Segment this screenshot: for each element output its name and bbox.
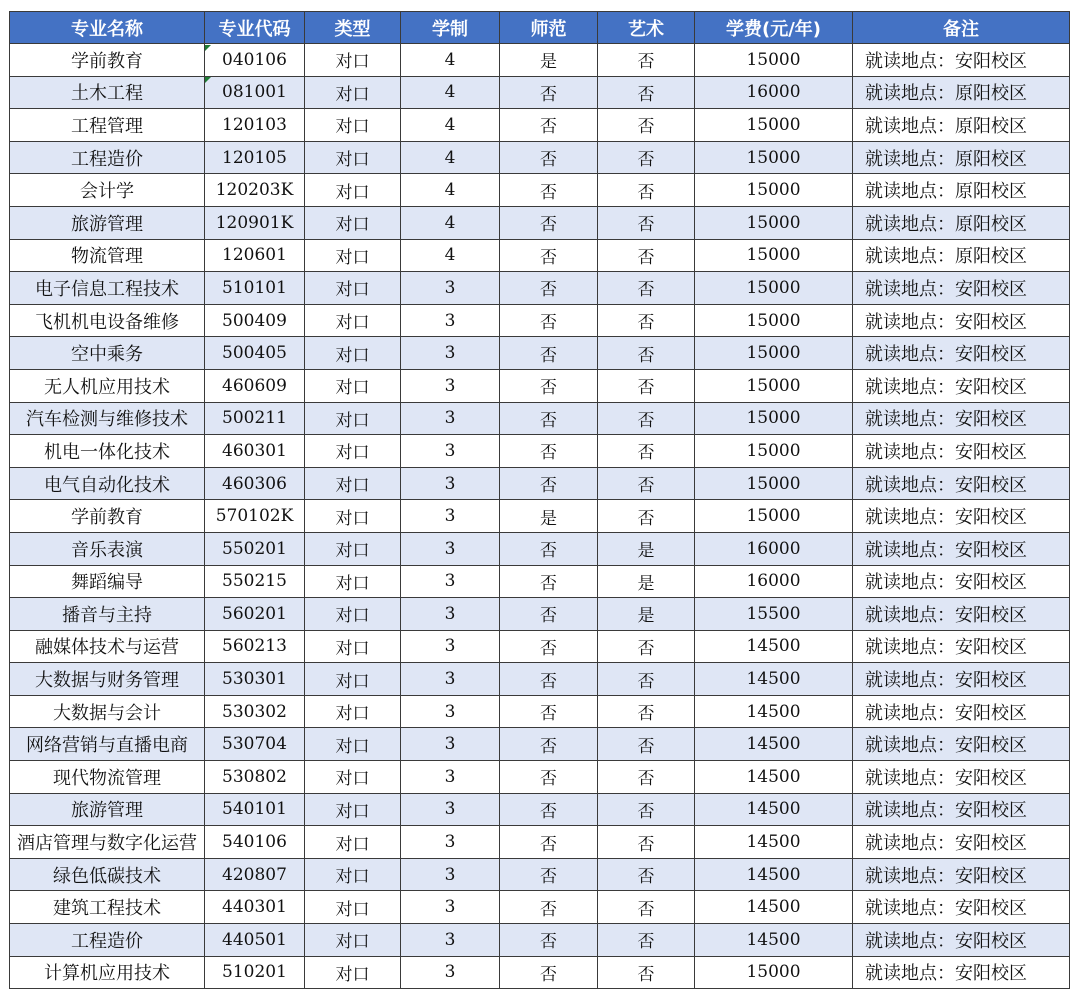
- cell-teacher-training: 否: [500, 435, 598, 468]
- cell-major-code: 540101: [205, 793, 305, 826]
- cell-tuition: 15000: [695, 272, 853, 305]
- cell-remarks: 就读地点：安阳校区: [853, 793, 1070, 826]
- cell-remarks: 就读地点：安阳校区: [853, 565, 1070, 598]
- cell-teacher-training: 否: [500, 369, 598, 402]
- cell-art: 否: [598, 402, 695, 435]
- cell-art: 否: [598, 956, 695, 989]
- cell-remarks: 就读地点：安阳校区: [853, 728, 1070, 761]
- cell-major-code: 510201: [205, 956, 305, 989]
- cell-major-name: 电子信息工程技术: [10, 272, 205, 305]
- cell-tuition: 14500: [695, 826, 853, 859]
- cell-art: 否: [598, 793, 695, 826]
- header-type: 类型: [305, 12, 401, 44]
- header-tuition: 学费(元/年): [695, 12, 853, 44]
- cell-duration: 4: [401, 206, 500, 239]
- table-row: [10, 109, 1070, 142]
- cell-major-name: 旅游管理: [10, 793, 205, 826]
- table-row: [10, 369, 1070, 402]
- cell-major-name: 电气自动化技术: [10, 467, 205, 500]
- cell-teacher-training: 否: [500, 304, 598, 337]
- cell-major-code: 120601: [205, 239, 305, 272]
- table-row: [10, 174, 1070, 207]
- cell-major-name: 土木工程: [10, 76, 205, 109]
- cell-remarks: 就读地点：安阳校区: [853, 402, 1070, 435]
- cell-tuition: 15000: [695, 435, 853, 468]
- cell-major-name: 工程造价: [10, 924, 205, 957]
- cell-major-name: 融媒体技术与运营: [10, 630, 205, 663]
- cell-duration: 3: [401, 858, 500, 891]
- cell-teacher-training: 否: [500, 565, 598, 598]
- table-row: [10, 728, 1070, 761]
- cell-art: 是: [598, 532, 695, 565]
- cell-remarks: 就读地点：原阳校区: [853, 141, 1070, 174]
- cell-art: 否: [598, 435, 695, 468]
- cell-duration: 3: [401, 728, 500, 761]
- cell-major-code: 460306: [205, 467, 305, 500]
- cell-type: 对口: [305, 304, 401, 337]
- header-teacher-training: 师范: [500, 12, 598, 44]
- cell-teacher-training: 否: [500, 663, 598, 696]
- cell-major-code: 120203K: [205, 174, 305, 207]
- cell-teacher-training: 否: [500, 109, 598, 142]
- cell-tuition: 15000: [695, 956, 853, 989]
- cell-major-code: 500409: [205, 304, 305, 337]
- cell-major-name: 计算机应用技术: [10, 956, 205, 989]
- cell-teacher-training: 否: [500, 728, 598, 761]
- cell-teacher-training: 否: [500, 858, 598, 891]
- table-row: [10, 239, 1070, 272]
- cell-major-name: 大数据与财务管理: [10, 663, 205, 696]
- cell-major-code: 120103: [205, 109, 305, 142]
- cell-tuition: 15000: [695, 467, 853, 500]
- header-major-name: 专业名称: [10, 12, 205, 44]
- cell-art: 否: [598, 141, 695, 174]
- cell-art: 否: [598, 174, 695, 207]
- cell-type: 对口: [305, 272, 401, 305]
- table-row: [10, 793, 1070, 826]
- cell-duration: 3: [401, 565, 500, 598]
- cell-major-name: 物流管理: [10, 239, 205, 272]
- cell-remarks: 就读地点：安阳校区: [853, 858, 1070, 891]
- header-duration: 学制: [401, 12, 500, 44]
- cell-tuition: 14500: [695, 891, 853, 924]
- cell-art: 否: [598, 858, 695, 891]
- cell-major-name: 汽车检测与维修技术: [10, 402, 205, 435]
- cell-tuition: 16000: [695, 532, 853, 565]
- cell-type: 对口: [305, 435, 401, 468]
- cell-art: 否: [598, 467, 695, 500]
- cell-tuition: 14500: [695, 761, 853, 794]
- cell-major-name: 播音与主持: [10, 598, 205, 631]
- cell-type: 对口: [305, 532, 401, 565]
- cell-remarks: 就读地点：安阳校区: [853, 44, 1070, 77]
- cell-tuition: 15000: [695, 44, 853, 77]
- cell-major-name: 无人机应用技术: [10, 369, 205, 402]
- cell-duration: 3: [401, 924, 500, 957]
- table-row: [10, 826, 1070, 859]
- cell-remarks: 就读地点：安阳校区: [853, 337, 1070, 370]
- cell-duration: 3: [401, 337, 500, 370]
- cell-duration: 4: [401, 141, 500, 174]
- cell-art: 否: [598, 630, 695, 663]
- cell-type: 对口: [305, 761, 401, 794]
- table-row: [10, 272, 1070, 305]
- cell-teacher-training: 否: [500, 793, 598, 826]
- cell-art: 否: [598, 337, 695, 370]
- cell-type: 对口: [305, 891, 401, 924]
- cell-duration: 3: [401, 630, 500, 663]
- cell-duration: 3: [401, 793, 500, 826]
- cell-remarks: 就读地点：原阳校区: [853, 206, 1070, 239]
- cell-teacher-training: 否: [500, 956, 598, 989]
- cell-art: 否: [598, 76, 695, 109]
- cell-type: 对口: [305, 239, 401, 272]
- cell-remarks: 就读地点：原阳校区: [853, 109, 1070, 142]
- cell-major-name: 音乐表演: [10, 532, 205, 565]
- cell-type: 对口: [305, 956, 401, 989]
- cell-teacher-training: 否: [500, 467, 598, 500]
- cell-major-code: 081001: [205, 76, 305, 109]
- cell-remarks: 就读地点：原阳校区: [853, 76, 1070, 109]
- table-row: [10, 630, 1070, 663]
- cell-duration: 3: [401, 663, 500, 696]
- cell-major-name: 大数据与会计: [10, 695, 205, 728]
- cell-major-code: 460609: [205, 369, 305, 402]
- cell-major-code: 570102K: [205, 500, 305, 533]
- cell-major-name: 绿色低碳技术: [10, 858, 205, 891]
- cell-tuition: 14500: [695, 630, 853, 663]
- table-row: [10, 532, 1070, 565]
- cell-remarks: 就读地点：安阳校区: [853, 304, 1070, 337]
- cell-major-name: 会计学: [10, 174, 205, 207]
- table-row: [10, 695, 1070, 728]
- cell-remarks: 就读地点：安阳校区: [853, 695, 1070, 728]
- cell-type: 对口: [305, 826, 401, 859]
- cell-major-code: 460301: [205, 435, 305, 468]
- cell-teacher-training: 否: [500, 76, 598, 109]
- table-row: [10, 761, 1070, 794]
- cell-art: 否: [598, 369, 695, 402]
- cell-remarks: 就读地点：安阳校区: [853, 500, 1070, 533]
- cell-tuition: 14500: [695, 793, 853, 826]
- cell-type: 对口: [305, 337, 401, 370]
- cell-major-code: 560201: [205, 598, 305, 631]
- cell-duration: 3: [401, 695, 500, 728]
- table-row: [10, 956, 1070, 989]
- cell-major-name: 酒店管理与数字化运营: [10, 826, 205, 859]
- cell-tuition: 15000: [695, 174, 853, 207]
- cell-duration: 4: [401, 44, 500, 77]
- table-row: [10, 598, 1070, 631]
- header-major-code: 专业代码: [205, 12, 305, 44]
- cell-major-code: 420807: [205, 858, 305, 891]
- cell-remarks: 就读地点：安阳校区: [853, 761, 1070, 794]
- cell-duration: 4: [401, 174, 500, 207]
- cell-duration: 4: [401, 239, 500, 272]
- cell-remarks: 就读地点：安阳校区: [853, 924, 1070, 957]
- cell-major-name: 飞机机电设备维修: [10, 304, 205, 337]
- cell-duration: 3: [401, 761, 500, 794]
- cell-type: 对口: [305, 565, 401, 598]
- admissions-table-wrapper: [9, 11, 1070, 989]
- cell-major-code: 530704: [205, 728, 305, 761]
- cell-remarks: 就读地点：安阳校区: [853, 532, 1070, 565]
- table-row: [10, 891, 1070, 924]
- cell-duration: 3: [401, 435, 500, 468]
- cell-tuition: 16000: [695, 565, 853, 598]
- cell-art: 否: [598, 826, 695, 859]
- cell-art: 是: [598, 598, 695, 631]
- cell-tuition: 14500: [695, 695, 853, 728]
- table-row: [10, 500, 1070, 533]
- cell-teacher-training: 否: [500, 826, 598, 859]
- cell-major-name: 空中乘务: [10, 337, 205, 370]
- cell-major-code: 440501: [205, 924, 305, 957]
- cell-type: 对口: [305, 500, 401, 533]
- cell-duration: 3: [401, 304, 500, 337]
- cell-teacher-training: 否: [500, 761, 598, 794]
- cell-type: 对口: [305, 858, 401, 891]
- cell-tuition: 15000: [695, 337, 853, 370]
- cell-remarks: 就读地点：安阳校区: [853, 598, 1070, 631]
- cell-major-code: 530301: [205, 663, 305, 696]
- cell-remarks: 就读地点：安阳校区: [853, 663, 1070, 696]
- cell-tuition: 14500: [695, 663, 853, 696]
- table-row: [10, 206, 1070, 239]
- cell-teacher-training: 否: [500, 239, 598, 272]
- cell-teacher-training: 否: [500, 532, 598, 565]
- cell-remarks: 就读地点：安阳校区: [853, 826, 1070, 859]
- cell-art: 是: [598, 565, 695, 598]
- cell-duration: 3: [401, 891, 500, 924]
- cell-major-code: 530802: [205, 761, 305, 794]
- cell-remarks: 就读地点：原阳校区: [853, 174, 1070, 207]
- table-body: [10, 44, 1070, 989]
- cell-remarks: 就读地点：安阳校区: [853, 272, 1070, 305]
- cell-tuition: 15000: [695, 206, 853, 239]
- cell-art: 否: [598, 109, 695, 142]
- cell-marker-icon: [205, 77, 211, 83]
- cell-major-name: 网络营销与直播电商: [10, 728, 205, 761]
- cell-duration: 3: [401, 272, 500, 305]
- cell-remarks: 就读地点：安阳校区: [853, 630, 1070, 663]
- table-row: [10, 435, 1070, 468]
- cell-major-code: 560213: [205, 630, 305, 663]
- cell-tuition: 16000: [695, 76, 853, 109]
- header-row: [10, 12, 1070, 44]
- cell-duration: 4: [401, 76, 500, 109]
- cell-major-name: 机电一体化技术: [10, 435, 205, 468]
- cell-remarks: 就读地点：安阳校区: [853, 369, 1070, 402]
- cell-art: 否: [598, 728, 695, 761]
- cell-art: 否: [598, 500, 695, 533]
- cell-teacher-training: 是: [500, 44, 598, 77]
- cell-duration: 3: [401, 826, 500, 859]
- cell-major-name: 学前教育: [10, 44, 205, 77]
- cell-type: 对口: [305, 663, 401, 696]
- table-row: [10, 663, 1070, 696]
- cell-duration: 3: [401, 598, 500, 631]
- cell-duration: 3: [401, 956, 500, 989]
- cell-duration: 3: [401, 467, 500, 500]
- cell-art: 否: [598, 239, 695, 272]
- cell-type: 对口: [305, 369, 401, 402]
- cell-tuition: 14500: [695, 924, 853, 957]
- table-row: [10, 141, 1070, 174]
- cell-major-code: 550215: [205, 565, 305, 598]
- majors-table: [9, 11, 1070, 989]
- table-row: [10, 76, 1070, 109]
- table-row: [10, 44, 1070, 77]
- cell-teacher-training: 否: [500, 924, 598, 957]
- cell-major-name: 工程管理: [10, 109, 205, 142]
- table-row: [10, 337, 1070, 370]
- cell-tuition: 15500: [695, 598, 853, 631]
- cell-type: 对口: [305, 141, 401, 174]
- cell-art: 否: [598, 891, 695, 924]
- cell-art: 否: [598, 304, 695, 337]
- cell-type: 对口: [305, 728, 401, 761]
- cell-major-name: 建筑工程技术: [10, 891, 205, 924]
- cell-art: 否: [598, 695, 695, 728]
- cell-major-code: 510101: [205, 272, 305, 305]
- cell-major-code: 440301: [205, 891, 305, 924]
- cell-remarks: 就读地点：安阳校区: [853, 956, 1070, 989]
- cell-major-code: 540106: [205, 826, 305, 859]
- cell-marker-icon: [205, 45, 211, 51]
- table-row: [10, 402, 1070, 435]
- cell-tuition: 14500: [695, 728, 853, 761]
- cell-type: 对口: [305, 630, 401, 663]
- table-row: [10, 304, 1070, 337]
- cell-duration: 3: [401, 369, 500, 402]
- cell-major-code: 530302: [205, 695, 305, 728]
- cell-art: 否: [598, 761, 695, 794]
- cell-type: 对口: [305, 109, 401, 142]
- cell-major-name: 工程造价: [10, 141, 205, 174]
- cell-major-name: 旅游管理: [10, 206, 205, 239]
- cell-teacher-training: 否: [500, 206, 598, 239]
- cell-major-name: 舞蹈编导: [10, 565, 205, 598]
- cell-art: 否: [598, 44, 695, 77]
- table-row: [10, 924, 1070, 957]
- cell-type: 对口: [305, 793, 401, 826]
- header-art: 艺术: [598, 12, 695, 44]
- cell-type: 对口: [305, 467, 401, 500]
- cell-teacher-training: 否: [500, 891, 598, 924]
- cell-tuition: 15000: [695, 239, 853, 272]
- cell-type: 对口: [305, 695, 401, 728]
- cell-tuition: 15000: [695, 402, 853, 435]
- cell-teacher-training: 否: [500, 337, 598, 370]
- cell-remarks: 就读地点：原阳校区: [853, 239, 1070, 272]
- cell-tuition: 15000: [695, 369, 853, 402]
- cell-major-code: 120105: [205, 141, 305, 174]
- table-row: [10, 565, 1070, 598]
- cell-major-name: 现代物流管理: [10, 761, 205, 794]
- cell-tuition: 14500: [695, 858, 853, 891]
- cell-type: 对口: [305, 206, 401, 239]
- cell-major-code: 040106: [205, 44, 305, 77]
- cell-type: 对口: [305, 924, 401, 957]
- cell-remarks: 就读地点：安阳校区: [853, 467, 1070, 500]
- cell-type: 对口: [305, 598, 401, 631]
- cell-art: 否: [598, 272, 695, 305]
- cell-type: 对口: [305, 76, 401, 109]
- cell-duration: 4: [401, 109, 500, 142]
- cell-teacher-training: 否: [500, 141, 598, 174]
- cell-major-code: 500405: [205, 337, 305, 370]
- cell-major-name: 学前教育: [10, 500, 205, 533]
- cell-art: 否: [598, 206, 695, 239]
- header-remarks: 备注: [853, 12, 1070, 44]
- cell-art: 否: [598, 663, 695, 696]
- cell-teacher-training: 否: [500, 174, 598, 207]
- cell-teacher-training: 否: [500, 598, 598, 631]
- cell-remarks: 就读地点：安阳校区: [853, 891, 1070, 924]
- cell-remarks: 就读地点：安阳校区: [853, 435, 1070, 468]
- cell-tuition: 15000: [695, 109, 853, 142]
- cell-type: 对口: [305, 174, 401, 207]
- cell-tuition: 15000: [695, 500, 853, 533]
- cell-major-code: 500211: [205, 402, 305, 435]
- table-row: [10, 467, 1070, 500]
- cell-teacher-training: 否: [500, 272, 598, 305]
- cell-duration: 3: [401, 500, 500, 533]
- cell-type: 对口: [305, 402, 401, 435]
- table-row: [10, 858, 1070, 891]
- cell-type: 对口: [305, 44, 401, 77]
- cell-teacher-training: 否: [500, 630, 598, 663]
- cell-major-code: 120901K: [205, 206, 305, 239]
- cell-teacher-training: 是: [500, 500, 598, 533]
- cell-duration: 3: [401, 402, 500, 435]
- cell-major-code: 550201: [205, 532, 305, 565]
- cell-art: 否: [598, 924, 695, 957]
- cell-teacher-training: 否: [500, 402, 598, 435]
- cell-tuition: 15000: [695, 141, 853, 174]
- cell-duration: 3: [401, 532, 500, 565]
- cell-teacher-training: 否: [500, 695, 598, 728]
- cell-tuition: 15000: [695, 304, 853, 337]
